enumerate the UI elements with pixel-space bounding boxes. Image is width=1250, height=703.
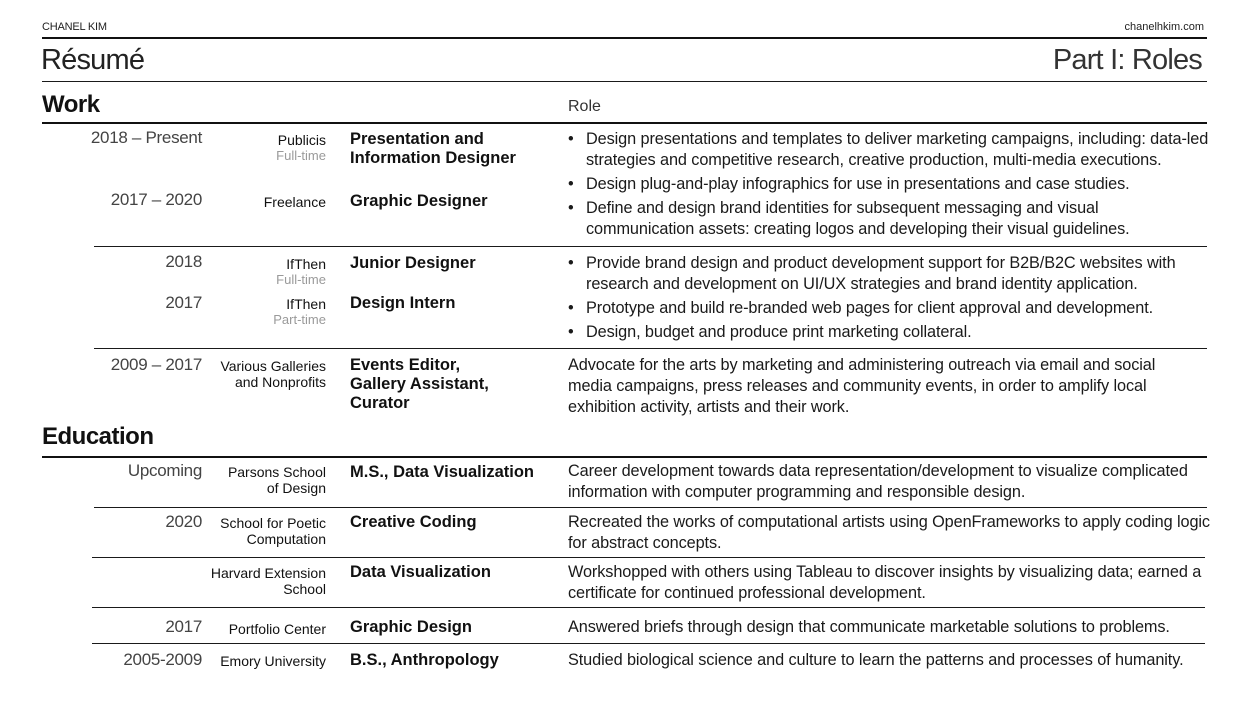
list-item: • Design presentations and templates to deliver marketing campaigns, including: data-led strategies and competitive research, creative production, multi-media executions.	[568, 129, 1210, 171]
org-name: IfThen	[286, 296, 326, 312]
work-role: Presentation and Information Designer	[350, 130, 516, 167]
work-role: Events Editor, Gallery Assistant, Curator	[350, 356, 489, 412]
edu-date: 2017	[165, 617, 202, 636]
edu-description: Answered briefs through design that communicate marketable solutions to problems.	[568, 618, 1170, 636]
work-org	[196, 132, 326, 164]
work-date: 2018 – Present	[90, 128, 202, 147]
list-item: • Provide brand design and product development support for B2B/B2C websites with research and development on UI/UX strategies and brand identity application.	[568, 253, 1210, 295]
employment-type: Full-time	[276, 148, 326, 163]
work-date: 2009 – 2017	[110, 355, 202, 374]
org-name: IfThen	[286, 256, 326, 272]
work-date: 2018	[165, 252, 202, 271]
list-item: • Define and design brand identities for subsequent messaging and visual communication assets: creating logos and developing their visual guidelines.	[568, 198, 1210, 240]
edu-description: Career development towards data representation/development to visualize complicated information with computer programming and responsible design.	[568, 462, 1188, 501]
edu-description: Workshopped with others using Tableau to discover insights by visualizing data; earned a certificate for continued professional development.	[568, 563, 1202, 602]
header-website: chanelhkim.com	[1124, 21, 1204, 33]
work-description: Advocate for the arts by marketing and administering outreach via email and social media campaigns, press releases and community events, in order to amplify local exhibition activity, artists and their work.	[568, 356, 1156, 416]
education-heading: Education	[42, 423, 154, 450]
list-item: • Design plug-and-play infographics for use in presentations and case studies.	[568, 174, 1210, 195]
row-divider	[92, 607, 1205, 608]
work-org	[196, 256, 326, 288]
edu-program: M.S., Data Visualization	[350, 463, 534, 481]
edu-school: Parsons School of Design	[227, 464, 326, 496]
title-divider	[42, 81, 1207, 82]
org-name: Freelance	[263, 194, 326, 210]
work-bullets	[568, 253, 1210, 346]
work-role: Design Intern	[350, 294, 456, 312]
row-divider	[92, 643, 1205, 644]
work-org	[196, 296, 326, 328]
work-bullets	[568, 129, 1210, 243]
edu-school: Harvard Extension School	[210, 565, 326, 597]
edu-date: Upcoming	[127, 461, 202, 480]
work-date: 2017 – 2020	[110, 190, 202, 209]
edu-program: Data Visualization	[350, 563, 491, 581]
row-divider	[92, 557, 1205, 558]
row-divider	[94, 507, 1207, 508]
work-divider	[42, 122, 1207, 124]
role-column-heading: Role	[568, 98, 601, 115]
work-role: Graphic Designer	[350, 192, 488, 210]
employment-type: Full-time	[276, 272, 326, 287]
list-item: • Design, budget and produce print marketing collateral.	[568, 322, 1210, 343]
row-divider	[94, 348, 1207, 349]
employment-type: Part-time	[273, 312, 326, 327]
edu-date: 2005-2009	[123, 650, 202, 669]
edu-program: B.S., Anthropology	[350, 651, 499, 669]
edu-school: School for Poetic Computation	[220, 515, 326, 547]
work-role: Junior Designer	[350, 254, 476, 272]
list-item: • Prototype and build re-branded web pages for client approval and development.	[568, 298, 1210, 319]
edu-school: Emory University	[220, 653, 326, 669]
work-heading: Work	[42, 91, 100, 118]
edu-description: Studied biological science and culture to learn the patterns and processes of humanity.	[568, 651, 1184, 669]
work-org	[196, 194, 326, 210]
work-org: Various Galleries and Nonprofits	[220, 358, 326, 390]
row-divider	[94, 246, 1207, 247]
work-date: 2017	[165, 293, 202, 312]
edu-program: Graphic Design	[350, 618, 472, 636]
edu-date: 2020	[165, 512, 202, 531]
header-divider	[42, 37, 1207, 39]
org-name: Publicis	[277, 132, 326, 148]
page-title: Résumé	[41, 44, 145, 76]
edu-program: Creative Coding	[350, 513, 477, 531]
edu-school: Portfolio Center	[228, 621, 326, 637]
education-divider	[42, 456, 1207, 458]
header-name: CHANEL KIM	[42, 21, 107, 33]
part-title: Part I: Roles	[1052, 44, 1202, 76]
edu-description: Recreated the works of computational artists using OpenFrameworks to apply coding logic for abstract concepts.	[568, 513, 1210, 552]
